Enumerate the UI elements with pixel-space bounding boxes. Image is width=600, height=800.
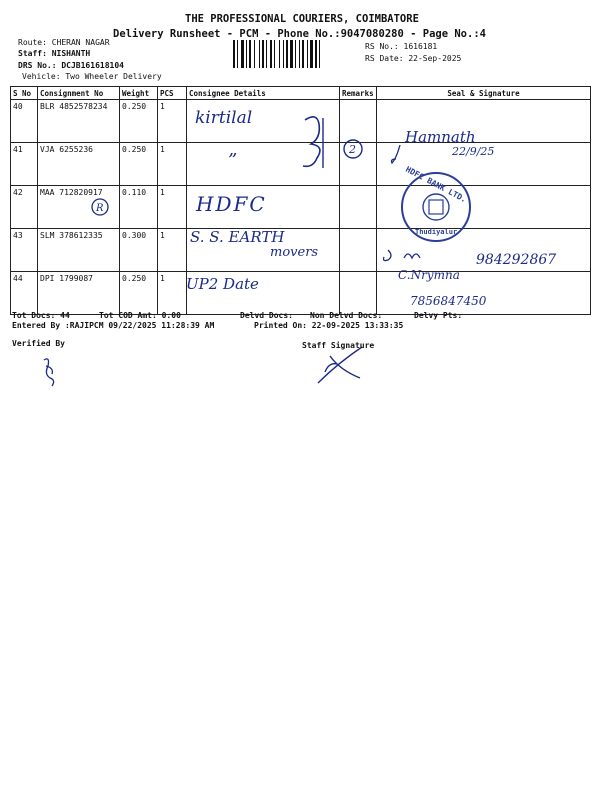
hdfc-stamp-inner bbox=[423, 194, 449, 220]
handwritten-consignee-43a: S. S. EARTH bbox=[190, 228, 285, 246]
svg-text:R: R bbox=[96, 203, 104, 214]
drs-number: DRS No.: DCJB161618104 bbox=[18, 61, 124, 70]
staff-label: Staff: NISHANTH bbox=[18, 49, 91, 58]
handwritten-consignee-43b: movers bbox=[270, 245, 319, 260]
signature-hook bbox=[392, 145, 401, 163]
handwritten-name-2: C.Nrymna bbox=[398, 268, 460, 282]
cell-pcs: 1 bbox=[158, 272, 187, 315]
vehicle-label: Vehicle: Two Wheeler Delivery bbox=[22, 72, 162, 81]
delivered-docs: Delvd Docs: bbox=[240, 311, 293, 320]
cell-weight: 0.250 bbox=[120, 272, 158, 315]
cell-consignment: DPI 1799087 bbox=[38, 272, 120, 315]
signature-jm bbox=[384, 250, 421, 261]
sheet-title: Delivery Runsheet - PCM - Phone No.:9047080280 - Page No.:4 bbox=[113, 28, 486, 40]
handwritten-phone-2: 7856847450 bbox=[410, 294, 487, 308]
cell-consignment: SLM 378612335 bbox=[38, 229, 120, 272]
handwritten-consignee-40: kirtilal bbox=[195, 108, 253, 128]
handwritten-signature-date: 22/9/25 bbox=[452, 145, 495, 158]
handwritten-ditto-41: ” bbox=[228, 150, 238, 171]
entered-by: Entered By :RAJIPCM 09/22/2025 11:28:39 AM bbox=[12, 321, 215, 330]
cell-consignment: VJA 6255236 bbox=[38, 143, 120, 186]
printed-on: Printed On: 22-09-2025 13:33:35 bbox=[254, 321, 404, 330]
col-pcs: PCS bbox=[158, 87, 187, 100]
staff-signature-scribble bbox=[318, 347, 362, 383]
rs-date: RS Date: 22-Sep-2025 bbox=[365, 54, 462, 63]
cell-pcs: 1 bbox=[158, 229, 187, 272]
col-seal-signature: Seal & Signature bbox=[377, 87, 591, 100]
verified-by-label: Verified By bbox=[12, 339, 65, 348]
handwritten-consignee-44: UP2 Date bbox=[186, 275, 259, 293]
staff-signature-label: Staff Signature bbox=[302, 341, 375, 350]
col-consignment: Consignment No bbox=[38, 87, 120, 100]
cell-consignment: BLR 4852578234 bbox=[38, 100, 120, 143]
brace-mark bbox=[303, 117, 320, 167]
cell-sno: 41 bbox=[11, 143, 38, 186]
total-docs: Tot Docs: 44 bbox=[12, 311, 70, 320]
cell-weight: 0.250 bbox=[120, 143, 158, 186]
stamp-subtext: Thudiyalur bbox=[415, 228, 458, 236]
cell-consignment: MAA 712820917 bbox=[38, 186, 120, 229]
rs-number: RS No.: 1616181 bbox=[365, 42, 438, 51]
handwritten-signature-name: Hamnath bbox=[405, 128, 476, 146]
company-title: THE PROFESSIONAL COURIERS, COIMBATORE bbox=[185, 13, 419, 25]
cell-sno: 42 bbox=[11, 186, 38, 229]
delivery-points: Delvy Pts: bbox=[414, 311, 463, 320]
col-remarks: Remarks bbox=[340, 87, 377, 100]
total-cod-amount: Tot COD Amt: 0.00 bbox=[99, 311, 181, 320]
cell-pcs: 1 bbox=[158, 143, 187, 186]
col-weight: Weight bbox=[120, 87, 158, 100]
non-delivered-docs: Non Delvd Docs: bbox=[310, 311, 383, 320]
route-label: Route: CHERAN NAGAR bbox=[18, 38, 110, 47]
cell-weight: 0.300 bbox=[120, 229, 158, 272]
cell-sno: 40 bbox=[11, 100, 38, 143]
col-consignee: Consignee Details bbox=[187, 87, 340, 100]
cell-weight: 0.110 bbox=[120, 186, 158, 229]
stamp-text: HDFC BANK LTD. bbox=[404, 164, 468, 205]
cell-weight: 0.250 bbox=[120, 100, 158, 143]
col-sno: S No bbox=[11, 87, 38, 100]
cell-pcs: 1 bbox=[158, 100, 187, 143]
handwritten-phone-1: 984292867 bbox=[476, 252, 557, 268]
cell-sno: 43 bbox=[11, 229, 38, 272]
verified-signature-scribble bbox=[44, 359, 54, 386]
cell-pcs: 1 bbox=[158, 186, 187, 229]
cell-sno: 44 bbox=[11, 272, 38, 315]
svg-text:2: 2 bbox=[349, 143, 356, 156]
handwritten-consignee-42: HDFC bbox=[196, 192, 267, 216]
